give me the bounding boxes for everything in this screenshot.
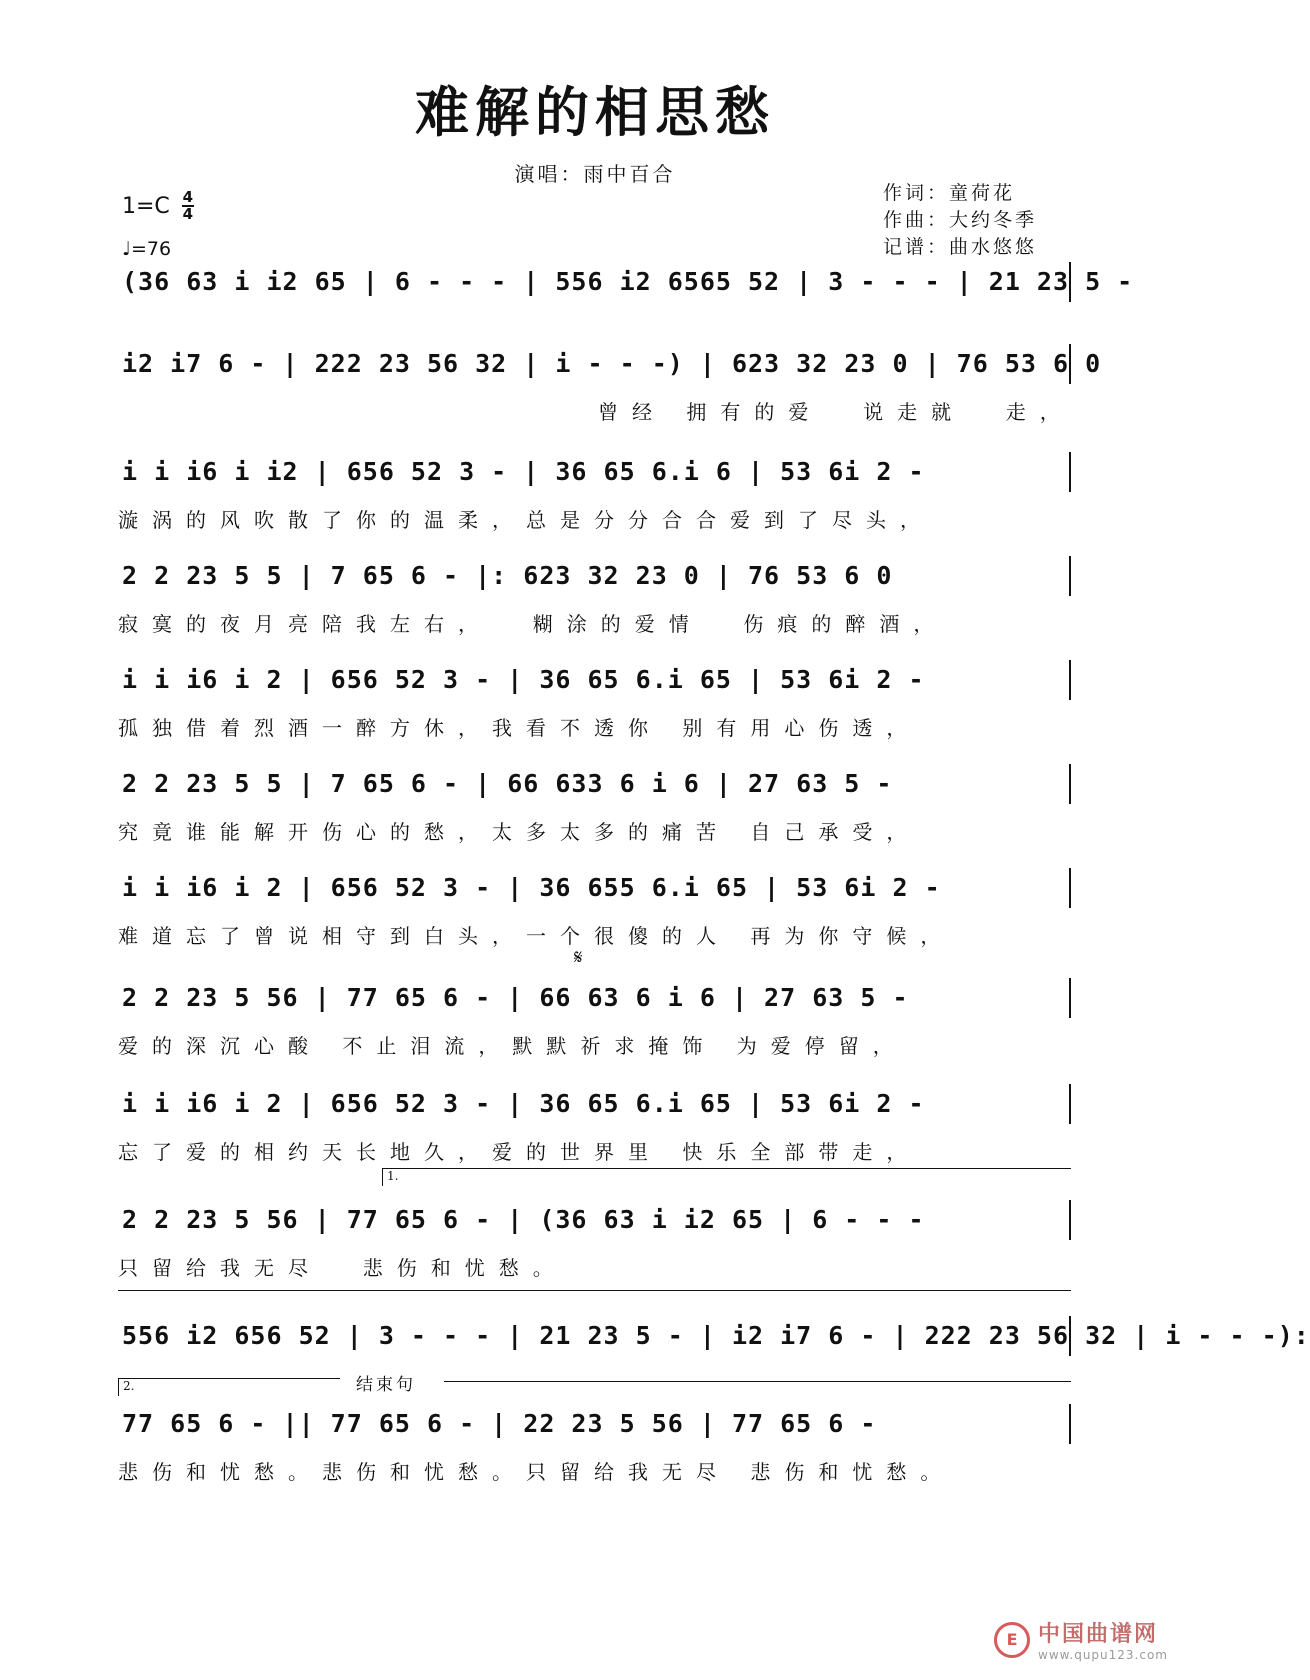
lyrics-line: 只留给我无尽 悲伤和忧愁。 <box>118 1256 567 1280</box>
site-name: 中国曲谱网 <box>1038 1621 1159 1647</box>
score-system-5 <box>118 660 1071 740</box>
lyrics-line: 爱的深沉心酸 不止泪流，默默祈求掩饰 为爱停留， <box>118 1034 907 1058</box>
lyrics-line: 究竟谁能解开伤心的愁，太多太多的痛苦 自己承受， <box>118 820 921 844</box>
site-url: www.qupu123.com <box>1038 1648 1168 1662</box>
notation-line: i i i6 i 2 | 656 52 3 - | 36 65 6.i 65 | 53 6i 2 - <box>118 1084 1071 1124</box>
score-system-9 <box>118 1084 1071 1164</box>
notation-line: i i i6 i 2 | 656 52 3 - | 36 65 6.i 65 | 53 6i 2 - <box>118 660 1071 700</box>
credits-block <box>883 180 1037 261</box>
notation-line: i2 i7 6 - | 222 23 56 32 | i - - -) | 623 32 23 0 | 76 53 6 0 <box>118 344 1071 384</box>
score-system-7 <box>118 868 1071 948</box>
lyrics-line: 漩涡的风吹散了你的温柔，总是分分合合爱到了尽头， <box>118 508 934 532</box>
lyricist-credit: 作词：童荷花 <box>883 182 1016 204</box>
lyrics-line: 寂寞的夜月亮陪我左右， 糊涂的爱情 伤痕的醉酒， <box>118 612 948 636</box>
site-logo-icon: E <box>994 1622 1030 1658</box>
coda-label: 结束句 <box>356 1375 416 1395</box>
time-signature-top: 4 <box>182 188 194 206</box>
first-ending-continuation-line <box>118 1290 1071 1291</box>
lyrics-line: 忘了爱的相约天长地久，爱的世界里 快乐全部带走， <box>118 1140 921 1164</box>
notation-line: 2 2 23 5 56 | 77 65 6 - | 66 63 6 i 6 | 27 63 5 - <box>118 978 1071 1018</box>
tempo-marking: ♩=76 <box>122 238 172 260</box>
lyrics-line: 孤独借着烈酒一醉方休，我看不透你 别有用心伤透， <box>118 716 921 740</box>
score-system-10 <box>118 1200 1071 1280</box>
second-ending-label: 2. <box>123 1379 135 1393</box>
notation-line: i i i6 i 2 | 656 52 3 - | 36 655 6.i 65 | 53 6i 2 - <box>118 868 1071 908</box>
second-ending-bracket <box>118 1378 340 1396</box>
score-system-3 <box>118 452 1071 532</box>
transcriber-credit: 记谱：曲水悠悠 <box>883 236 1038 258</box>
coda-bracket-line <box>444 1381 1071 1382</box>
notation-line: 2 2 23 5 5 | 7 65 6 - |: 623 32 23 0 | 76 53 6 0 <box>118 556 1071 596</box>
score-system-12 <box>118 1404 1071 1484</box>
notation-line: i i i6 i i2 | 656 52 3 - | 36 65 6.i 6 | 53 6i 2 - <box>118 452 1071 492</box>
notation-line: 77 65 6 - || 77 65 6 - | 22 23 5 56 | 77 65 6 - <box>118 1404 1071 1444</box>
score-system-1 <box>118 262 1134 302</box>
score-system-2 <box>118 344 1102 424</box>
key-label: 1=C <box>122 193 170 219</box>
score-system-11 <box>118 1316 1310 1356</box>
notation-line: (36 63 i i2 65 | 6 - - - | 556 i2 6565 52 | 3 - - - | 21 23 5 - <box>118 262 1071 302</box>
score-title: 难解的相思愁 <box>415 80 775 144</box>
notation-line: 556 i2 656 52 | 3 - - - | 21 23 5 - | i2 i7 6 - | 222 23 56 32 | i - - -): <box>118 1316 1071 1356</box>
composer-credit: 作曲：大约冬季 <box>883 209 1038 231</box>
time-signature-bottom: 4 <box>182 205 194 223</box>
time-signature <box>182 190 194 222</box>
lyrics-line: 悲伤和忧愁。悲伤和忧愁。只留给我无尽 悲伤和忧愁。 <box>118 1460 955 1484</box>
score-system-6 <box>118 764 1071 844</box>
score-system-4 <box>118 556 1071 636</box>
notation-line: 2 2 23 5 56 | 77 65 6 - | (36 63 i i2 65 | 6 - - - <box>118 1200 1071 1240</box>
score-system-8 <box>118 978 1071 1058</box>
key-signature <box>122 190 194 222</box>
singer-credit: 演唱：雨中百合 <box>514 162 676 186</box>
site-watermark <box>994 1617 1168 1662</box>
lyrics-line: 曾经 拥有的爱 说走就 走， <box>598 400 1074 424</box>
lyrics-line: 难道忘了曾说相守到白头，一个很傻的人 再为你守候， <box>118 924 955 948</box>
first-ending-label: 1. <box>387 1169 399 1183</box>
first-ending-bracket <box>382 1168 1071 1186</box>
notation-line: 2 2 23 5 5 | 7 65 6 - | 66 633 6 i 6 | 27 63 5 - <box>118 764 1071 804</box>
segno-sign: 𝄋 <box>574 945 583 969</box>
